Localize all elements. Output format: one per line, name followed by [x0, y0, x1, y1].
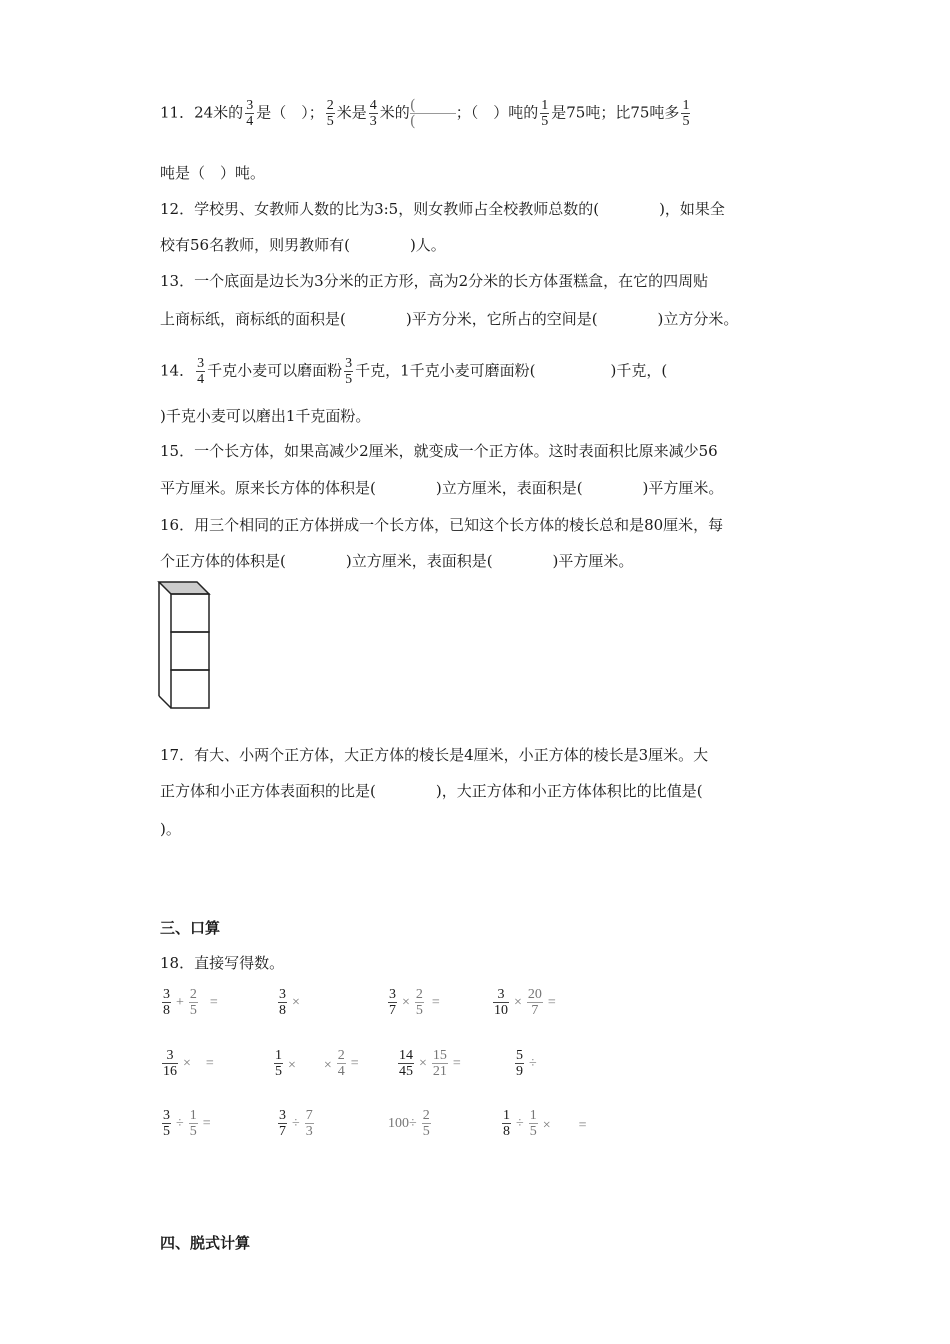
fraction: $\frac{5}{9}$ — [516, 1048, 523, 1079]
calc-item: $\frac{3}{8}$ × — [279, 987, 300, 1018]
fraction: $\frac{3}{16}$ — [163, 1048, 177, 1079]
fraction: $\frac{2}{5}$ — [189, 987, 197, 1018]
fraction: $\frac{2}{4}$ — [337, 1048, 345, 1079]
calc-item: $\frac{5}{9}$ ÷ — [516, 1048, 537, 1079]
question-16-line-1: 16．用三个相同的正方体拼成一个长方体，已知这个长方体的棱长总和是80厘米，每 — [160, 516, 724, 534]
question-14-line-1: 14． $\frac{3}{4}$ 千克小麦可以磨面粉 $\frac{3}{5}$ 千克，1千克小麦可磨面粉( )千克，( — [160, 356, 668, 387]
calc-item: $\frac{3}{10}$ × $\frac{20}{7}$ = — [494, 987, 556, 1018]
question-number: 14． — [160, 361, 195, 380]
fraction: $\frac{1}{8}$ — [503, 1108, 510, 1139]
fraction: $\frac{3}{10}$ — [494, 987, 508, 1018]
question-15-line-1: 15．一个长方体，如果高减少2厘米，就变成一个正方体。这时表面积比原来减少56 — [160, 442, 718, 460]
calc-item: $\frac{3}{5}$ ÷ $\frac{1}{5}$ = — [163, 1108, 211, 1139]
question-17-line-1: 17．有大、小两个正方体，大正方体的棱长是4厘米，小正方体的棱长是3厘米。大 — [160, 746, 709, 764]
fraction-answer-blank[interactable]: ( ( — [410, 98, 456, 129]
fraction: $\frac{3}{7}$ — [279, 1108, 286, 1139]
question-12-line-2: 校有56名教师，则男教师有( )人。 — [160, 236, 446, 254]
cube-slant-edge — [159, 696, 171, 708]
calc-item: 100÷ $\frac{2}{5}$ — [388, 1108, 430, 1139]
calc-item: $\frac{3}{16}$ × = — [163, 1048, 214, 1079]
fraction: $\frac{1}{5}$ — [275, 1048, 282, 1079]
calc-item: $\frac{1}{5}$ × × $\frac{2}{4}$ = — [275, 1048, 359, 1079]
cube-front-bottom — [171, 670, 209, 708]
fraction: $\frac{2}{5}$ — [326, 98, 334, 129]
question-11-line-2: 吨是（ ）吨。 — [160, 164, 266, 182]
section-heading-oral-calculation: 三、口算 — [160, 919, 221, 937]
question-16-line-2: 个正方体的体积是( )立方厘米，表面积是( )平方厘米。 — [160, 552, 634, 570]
question-14-line-2: )千克小麦可以磨出1千克面粉。 — [160, 407, 371, 425]
calc-item: $\frac{1}{8}$ ÷ $\frac{1}{5}$ × = — [503, 1108, 587, 1139]
calc-item: $\frac{3}{7}$ × $\frac{2}{5}$ = — [389, 987, 440, 1018]
fraction: $\frac{1}{5}$ — [541, 98, 549, 129]
section-heading-step-calculation: 四、脱式计算 — [160, 1234, 251, 1252]
cube-front-middle — [171, 632, 209, 670]
fraction: $\frac{14}{45}$ — [399, 1048, 413, 1079]
fraction: $\frac{4}{3}$ — [369, 98, 377, 129]
fraction: $\frac{1}{5}$ — [529, 1108, 537, 1139]
fraction: $\frac{3}{5}$ — [163, 1108, 170, 1139]
fraction: $\frac{3}{8}$ — [163, 987, 170, 1018]
fraction: $\frac{3}{4}$ — [246, 98, 254, 129]
fraction: $\frac{3}{8}$ — [279, 987, 286, 1018]
question-13-line-1: 13．一个底面是边长为3分米的正方形，高为2分米的长方体蛋糕盒，在它的四周贴 — [160, 272, 709, 290]
question-15-line-2: 平方厘米。原来长方体的体积是( )立方厘米，表面积是( )平方厘米。 — [160, 479, 724, 497]
calc-item: $\frac{3}{7}$ ÷ $\frac{7}{3}$ — [279, 1108, 313, 1139]
question-number: 11． — [160, 103, 195, 122]
calc-item: $\frac{14}{45}$ × $\frac{15}{21}$ = — [399, 1048, 461, 1079]
fraction: $\frac{20}{7}$ — [527, 987, 542, 1018]
question-17-line-3: )。 — [160, 820, 181, 838]
cube-top-face — [159, 582, 209, 594]
fraction: $\frac{1}{5}$ — [189, 1108, 197, 1139]
fraction: $\frac{3}{5}$ — [345, 356, 353, 387]
stacked-cubes-figure — [156, 578, 216, 713]
question-18-prompt: 18．直接写得数。 — [160, 954, 285, 972]
fraction: $\frac{2}{5}$ — [422, 1108, 430, 1139]
fraction: $\frac{15}{21}$ — [432, 1048, 447, 1079]
question-12-line-1: 12．学校男、女教师人数的比为3:5，则女教师占全校教师总数的( )，如果全 — [160, 200, 725, 218]
fraction: $\frac{1}{5}$ — [682, 98, 690, 129]
fraction: $\frac{3}{7}$ — [389, 987, 396, 1018]
question-13-line-2: 上商标纸，商标纸的面积是( )平方分米，它所占的空间是( )立方分米。 — [160, 310, 739, 328]
question-17-line-2: 正方体和小正方体表面积的比是( )，大正方体和小正方体体积比的比值是( — [160, 782, 703, 800]
calc-item: $\frac{3}{8}$ + $\frac{2}{5}$ = — [163, 987, 218, 1018]
question-11-line-1: 11．24米的 $\frac{3}{4}$ 是（ ）； $\frac{2}{5}$ 米是 $\frac{4}{3}$ 米的 ( ( ；（ ）吨的 $\frac{1}{5}$ 是75吨；比75吨多 $\frac{1}{5}$ — [160, 96, 690, 130]
cube-front-top — [171, 594, 209, 632]
fraction: $\frac{3}{4}$ — [197, 356, 205, 387]
fraction: $\frac{2}{5}$ — [415, 987, 423, 1018]
fraction: $\frac{7}{3}$ — [305, 1108, 313, 1139]
